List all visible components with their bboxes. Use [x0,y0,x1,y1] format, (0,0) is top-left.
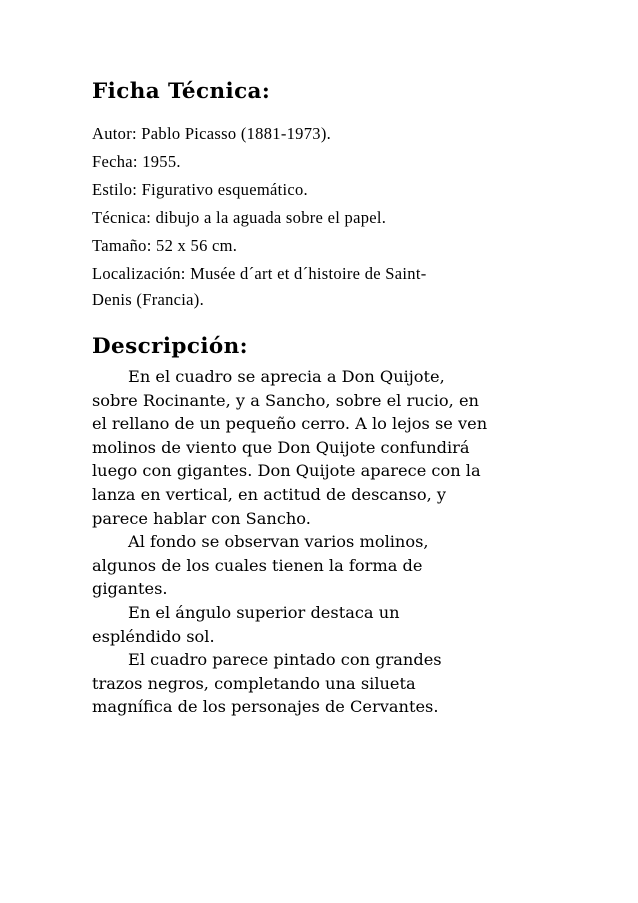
paragraph-4 [92,648,552,719]
localizacion-field [92,261,552,313]
paragraph-line: molinos de viento que Don Quijote confundirá [92,437,470,457]
paragraph-line: trazos negros, completando una silueta [92,673,416,693]
autor-field: Autor: Pablo Picasso (1881-1973). [92,124,332,143]
document-page [92,78,552,719]
descripcion-body [92,365,552,719]
tecnica-field: Técnica: dibujo a la aguada sobre el papel. [92,208,387,227]
paragraph-line: En el ángulo superior destaca un [128,602,400,622]
localizacion-line-2: Denis (Francia). [92,290,205,309]
paragraph-line: algunos de los cuales tienen la forma de [92,555,423,575]
paragraph-1 [92,365,552,530]
paragraph-line: Al fondo se observan varios molinos, [128,532,429,552]
paragraph-line: el rellano de un pequeño cerro. A lo lejos se ven [92,414,488,434]
paragraph-line: El cuadro parece pintado con grandes [128,650,442,670]
paragraph-3 [92,601,552,648]
paragraph-line: espléndido sol. [92,626,215,646]
paragraph-2 [92,530,552,601]
ficha-tecnica-fields [92,121,552,313]
paragraph-line: luego con gigantes. Don Quijote aparece con la [92,461,481,481]
descripcion-heading: Descripción: [92,334,249,359]
tamano-field: Tamaño: 52 x 56 cm. [92,236,238,255]
paragraph-line: parece hablar con Sancho. [92,508,311,528]
fecha-field: Fecha: 1955. [92,152,181,171]
localizacion-line-1: Localización: Musée d´art et d´histoire de Saint- [92,264,427,283]
paragraph-line: En el cuadro se aprecia a Don Quijote, [128,367,445,386]
estilo-field: Estilo: Figurativo esquemático. [92,180,308,199]
paragraph-line: gigantes. [92,579,168,599]
ficha-tecnica-heading: Ficha Técnica: [92,79,271,104]
paragraph-line: lanza en vertical, en actitud de descanso, y [92,484,447,504]
paragraph-line: magnífica de los personajes de Cervantes. [92,697,439,717]
paragraph-line: sobre Rocinante, y a Sancho, sobre el rucio, en [92,390,479,410]
